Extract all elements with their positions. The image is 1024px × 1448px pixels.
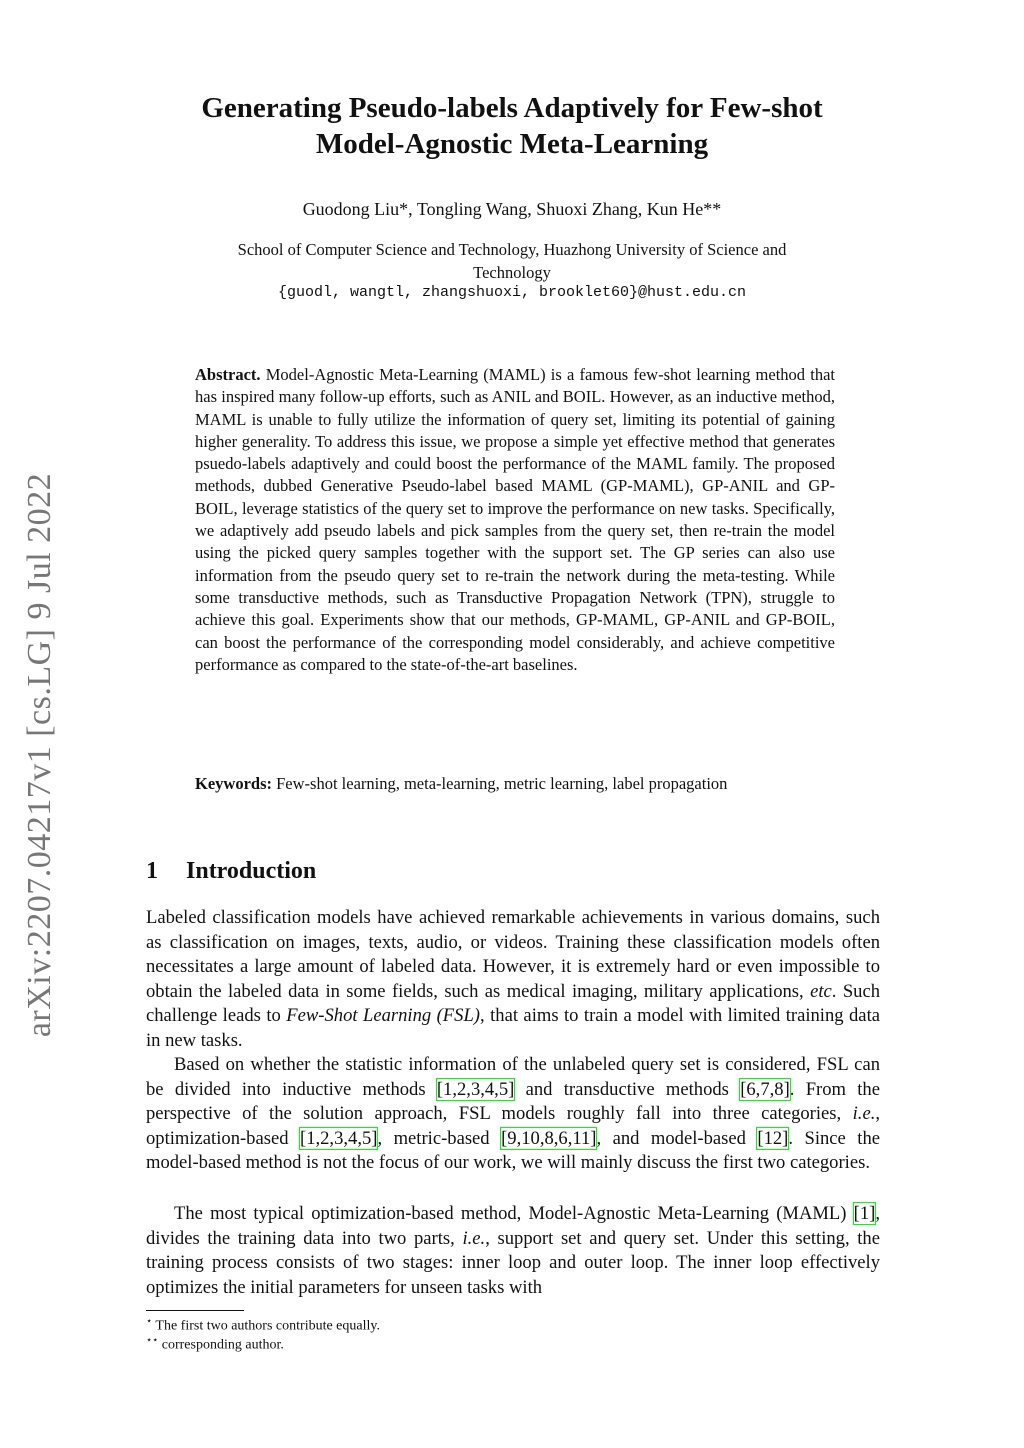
paragraph-text: Based on whether the statistic information of the unlabeled query set is considered, FSL can be divided into inductive methods (146, 1054, 880, 1100)
keywords-label: Keywords: (195, 774, 272, 793)
section-title: Introduction (186, 858, 317, 884)
arxiv-id: arXiv:2207.04217v1 [cs.LG] 9 Jul 2022 (21, 472, 58, 1038)
paragraph-text: and transductive methods (514, 1078, 741, 1100)
affiliation (150, 238, 874, 284)
paragraph-text: Labeled classification models have achieved remarkable achievements in various domains, such as classification on images, texts, audio, or videos. Training these classification models often necessitates a large amount of labeled data. However, it is extremely hard or even impossible to obtain the labeled data in some fields, such as medical imaging, military applications, (146, 907, 880, 1002)
emphasis-text: etc (810, 980, 832, 1002)
citation-link[interactable]: [6,7,8] (740, 1078, 790, 1100)
paragraph-text: . Such challenge leads to (146, 980, 881, 1026)
affiliation-line-2: Technology (473, 263, 551, 282)
abstract-text: Model-Agnostic Meta-Learning (MAML) is a famous few-shot learning method that has inspired many follow-up efforts, such as ANIL and BOIL. However, as an inductive method, MAML is unable to fully utilize the information of query set, limiting its potential of gaining higher generality. To address this issue, we propose a simple yet effective method that generates psuedo-labels adaptively and could boost the performance of the MAML family. The proposed methods, dubbed Generative Pseudo-label based MAML (GP-MAML), GP-ANIL and GP-BOIL, leverage statistics of the query set to improve the performance on new tasks. Specifically, we adaptively add pseudo labels and pick samples from the query set, then re-train the model using the picked query samples together with the support set. The GP series can also use information from the pseudo query set to re-train the network during the meta-testing. While some transductive methods, such as Transductive Propagation Network (TPN), struggle to achieve this goal. Experiments show that our methods, GP-MAML, GP-ANIL and GP-BOIL, can boost the performance of the corresponding model considerably, and achieve competitive performance as compared to the state-of-the-art baselines. (195, 365, 835, 674)
abstract (195, 364, 835, 676)
footnote-1: ⋆ The first two authors contribute equally. (146, 1316, 380, 1334)
citation-link[interactable]: [9,10,8,6,11] (501, 1127, 597, 1149)
paragraph-text: , metric-based (377, 1127, 502, 1149)
emphasis-text: i.e. (852, 1103, 876, 1124)
title-line-1: Generating Pseudo-labels Adaptively for Few-shot (201, 92, 823, 124)
arxiv-sidebar-stamp (10, 470, 70, 1040)
paragraph-text: , that aims to train a model with limited training data in new tasks. (146, 1005, 880, 1051)
paragraph-text: , and model-based (596, 1127, 758, 1149)
paragraph-text: The most typical optimization-based method, Model-Agnostic Meta-Learning (MAML) (174, 1203, 854, 1224)
citation-link[interactable]: [1] (853, 1203, 876, 1224)
emphasis-text: i.e. (462, 1227, 486, 1249)
intro-paragraph-1 (146, 906, 880, 1053)
paragraph-text: . From the perspective of the solution approach, FSL models roughly fall into three categories, (146, 1078, 880, 1124)
intro-paragraph-2 (146, 1053, 880, 1176)
citation-link[interactable]: [1,2,3,4,5] (436, 1078, 515, 1100)
title-line-2: Model-Agnostic Meta-Learning (315, 128, 709, 160)
keywords (195, 773, 835, 795)
paragraph-text: , divides the training data into two parts, (146, 1203, 880, 1249)
citation-link[interactable]: [1,2,3,4,5] (300, 1127, 378, 1149)
paragraph-text: , support set and query set. Under this setting, the training process consists of two stages: inner loop and outer loop. The inner loop effectively optimizes the initial parameters for unseen tasks with (146, 1227, 880, 1298)
section-heading (146, 858, 316, 885)
section-number: 1 (146, 858, 158, 884)
author-list: Guodong Liu*, Tongling Wang, Shuoxi Zhang, Kun He** (302, 199, 722, 219)
paper-title (100, 90, 924, 162)
emphasis-text: Few-Shot Learning (FSL) (286, 1005, 480, 1026)
footnote-2: ⋆⋆ corresponding author. (146, 1335, 284, 1353)
footnote-1-text: The first two authors contribute equally. (155, 1318, 380, 1334)
paragraph-text: , optimization-based (146, 1103, 880, 1149)
footnote-divider (146, 1310, 244, 1311)
author-emails: {guodl, wangtl, zhangshuoxi, brooklet60}@hust.edu.cn (277, 284, 747, 301)
paragraph-text: . Since the model-based method is not the focus of our work, we will mainly discuss the first two categories. (146, 1127, 880, 1173)
affiliation-line-1: School of Computer Science and Technology, Huazhong University of Science and (237, 240, 787, 259)
footnote-2-text: corresponding author. (161, 1337, 284, 1353)
citation-link[interactable]: [12] (757, 1127, 789, 1149)
keywords-text: Few-shot learning, meta-learning, metric learning, label propagation (276, 774, 728, 793)
abstract-label: Abstract. (195, 365, 261, 384)
intro-paragraph-3 (146, 1202, 880, 1300)
